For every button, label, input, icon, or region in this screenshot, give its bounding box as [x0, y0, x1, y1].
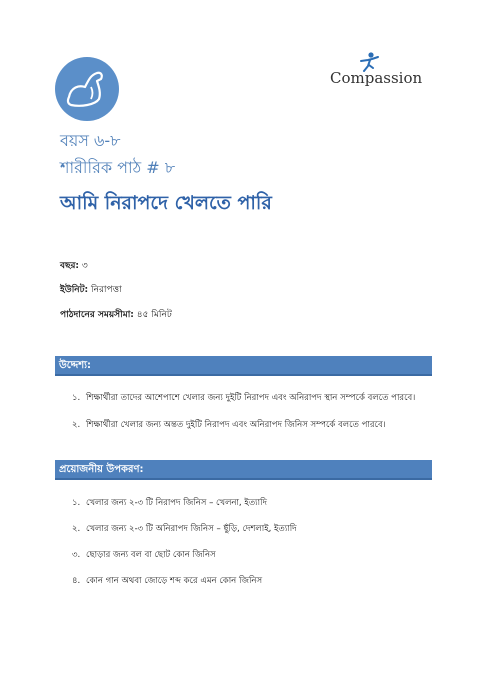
list-item-number: ২.	[72, 524, 81, 534]
list-item-number: ৪.	[72, 576, 81, 586]
list-item-text: শিক্ষার্থীরা তাদের আশেপাশে খেলার জন্য দুইটি নিরাপদ এবং অনিরাপদ স্থান সম্পর্কে বলতে পারবে।	[86, 393, 416, 403]
list-item	[72, 496, 267, 510]
list-item-number: ১.	[72, 498, 81, 508]
goals-heading: উদ্দেশ্য:	[55, 356, 432, 376]
materials-heading: প্রয়োজনীয় উপকরণ:	[55, 460, 432, 480]
list-item-text: খেলার জন্য ২-৩ টি নিরাপদ জিনিস – খেলনা, ইত্যাদি	[86, 498, 267, 508]
logo-text: Compassion	[330, 69, 423, 87]
meta-year	[60, 258, 88, 273]
flexed-arm-icon	[55, 57, 119, 121]
list-item-number: ১.	[72, 393, 81, 403]
list-item-number: ২.	[72, 420, 81, 430]
meta-year-label: বছর:	[60, 261, 80, 271]
meta-unit-value: নিরাপত্তা	[88, 285, 122, 295]
meta-duration-label: পাঠদানের সময়সীমা:	[60, 310, 134, 320]
compassion-logo	[330, 52, 430, 92]
list-item-number: ৩.	[72, 550, 81, 560]
meta-unit	[60, 282, 122, 297]
age-range: বয়স ৬-৮	[60, 131, 121, 150]
list-item-text: ছোড়ার জন্য বল বা ছোট কোন জিনিস	[86, 550, 216, 560]
list-item	[72, 548, 216, 562]
list-item-text: শিক্ষার্থীরা খেলার জন্য অন্তত দুইটি নিরাপদ এবং অনিরাপদ জিনিস সম্পর্কে বলতে পারবে।	[86, 420, 386, 430]
meta-unit-label: ইউনিট:	[60, 285, 89, 295]
meta-year-value: ৩	[79, 261, 88, 271]
list-item-text: খেলার জন্য ২-৩ টি অনিরাপদ জিনিস – ছুঁড়ি, দেশলাই, ইত্যাদি	[86, 524, 297, 534]
list-item-text: কোন গান অথবা জোড়ে শব্দ করে এমন কোন জিনিস	[86, 576, 263, 586]
lesson-number: শারীরিক পাঠ # ৮	[60, 158, 176, 177]
page-title: আমি নিরাপদে খেলতে পারি	[60, 192, 272, 214]
list-item	[72, 574, 262, 588]
meta-duration-value: ৪৫ মিনিট	[133, 310, 172, 320]
meta-duration	[60, 307, 172, 322]
list-item	[72, 522, 297, 536]
list-item	[72, 391, 415, 405]
list-item	[72, 418, 386, 432]
